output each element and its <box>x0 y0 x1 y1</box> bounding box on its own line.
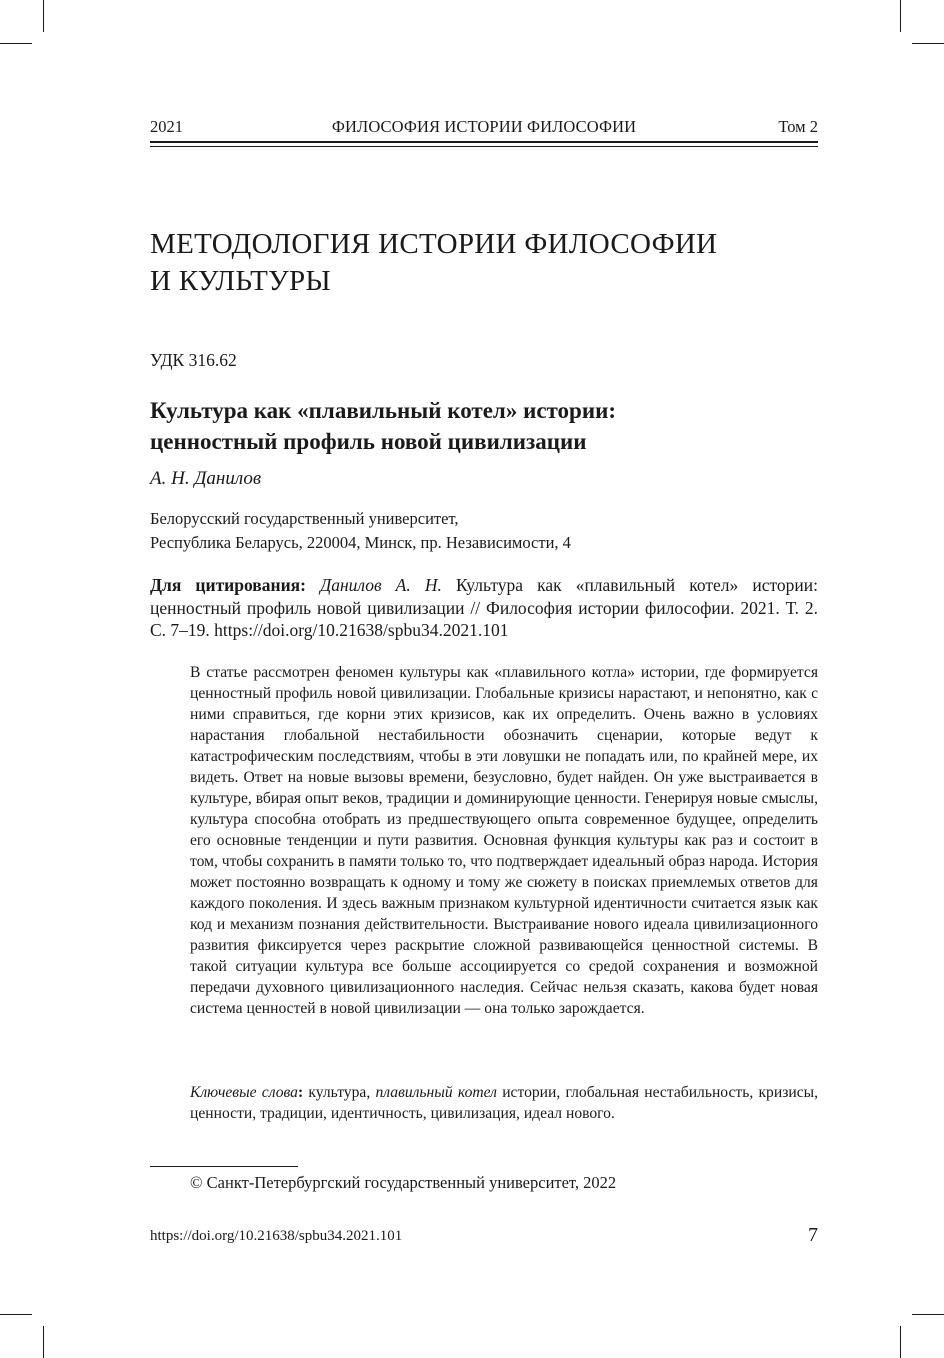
header-rule-thin <box>150 146 818 147</box>
copyright-notice: © Санкт-Петербургский государственный университет, 2022 <box>190 1173 617 1192</box>
keywords-colon: : <box>297 1084 304 1101</box>
crop-mark-top-right <box>900 0 901 32</box>
running-head-journal: ФИЛОСОФИЯ ИСТОРИИ ФИЛОСОФИИ <box>331 117 637 136</box>
article-title-line: Культура как «плавильный котел» истории: <box>150 398 616 423</box>
abstract: В статье рассмотрен феномен культуры как «плавильного котла» истории, где формируется ценностный профиль новой цивилизации. Глобальные кризисы нарастают, и непонятно, как с ними справиться, где корни этих кризисов, как их определить. Очень важно в условиях нарастания глобальной нестабильности обозначить сценарии, которые ведут к катастрофическим последствиям, чтобы в эти ловушки не попадать или, по крайней мере, их видеть. Ответ на новые вызовы времени, безусловно, будет найден. Он уже выстраивается в культуре, вбирая опыт веков, традиции и доминирующие ценности. Генерируя новые смыслы, культура способна отобрать из предшествующего опыта современное будущее, определить его основные тенденции и пути развития. Основная функция культуры как раз и состоит в том, чтобы сохранить в памяти только то, что подтверждает идеальный образ народа. История может постоянно возвращать к одному и тому же сюжету в поисках приемлемых ответов для каждого поколения. И здесь важным признаком культурной идентичности считается язык как код и механизм познания действительности. Выстраивание нового идеала цивилизационного развития фиксируется через раскрытие сложной развивающейся ценностной системы. В такой ситуации культура все больше ассоциируется со средой сохранения и возможной передачи духовного цивилизационного наследия. Сейчас нельзя сказать, какова будет новая система ценностей в новой цивилизации — она только зарождается. <box>190 664 818 1017</box>
citation-text: Культура как «плавильный котел» истории: ценностный профиль новой цивилизации // Философия истории философии. 2021. Т. 2. С. 7–19. https://doi.org/10.21638/spbu34.2021.101 <box>150 575 818 640</box>
section-title-line: МЕТОДОЛОГИЯ ИСТОРИИ ФИЛОСОФИИ <box>150 228 718 260</box>
crop-mark-bottom-right <box>912 1314 944 1315</box>
crop-mark-top-left <box>43 0 44 32</box>
article-title <box>150 395 818 457</box>
crop-mark-bottom-right <box>900 1326 901 1358</box>
crop-mark-top-left <box>0 43 32 44</box>
page-number: 7 <box>808 1224 818 1246</box>
citation-label: Для цитирования: <box>150 575 306 595</box>
keywords-label: Ключевые слова <box>190 1084 298 1101</box>
affiliation-line: Республика Беларусь, 220004, Минск, пр. Независимости, 4 <box>150 533 571 552</box>
author-name: А. Н. Данилов <box>150 468 262 489</box>
running-head <box>150 117 818 141</box>
affiliation-line: Белорусский государственный университет, <box>150 509 459 528</box>
article-title-line: ценностный профиль новой цивилизации <box>150 429 587 454</box>
crop-mark-top-right <box>912 43 944 44</box>
running-head-volume: Том 2 <box>778 117 818 136</box>
keywords <box>190 1082 818 1124</box>
affiliation <box>150 507 571 555</box>
keywords-emphasis: плавильный котел <box>375 1084 497 1101</box>
citation-author: Данилов А. Н. <box>320 575 442 595</box>
header-rule <box>150 141 818 143</box>
keywords-text: культура, <box>303 1084 376 1101</box>
crop-mark-bottom-left <box>43 1326 44 1358</box>
udc-code: УДК 316.62 <box>150 350 237 370</box>
footnote-rule <box>150 1166 298 1167</box>
footer-doi-link[interactable]: https://doi.org/10.21638/spbu34.2021.101 <box>150 1228 403 1244</box>
crop-mark-bottom-left <box>0 1314 32 1315</box>
section-title <box>150 226 818 300</box>
keywords-text: истории, глобальная нестабильность, кризисы, ценности, традиции, идентичность, цивилизация, идеал нового. <box>190 1084 818 1122</box>
citation-block <box>150 574 818 642</box>
section-title-line: И КУЛЬТУРЫ <box>150 265 332 297</box>
running-head-year: 2021 <box>150 117 183 136</box>
